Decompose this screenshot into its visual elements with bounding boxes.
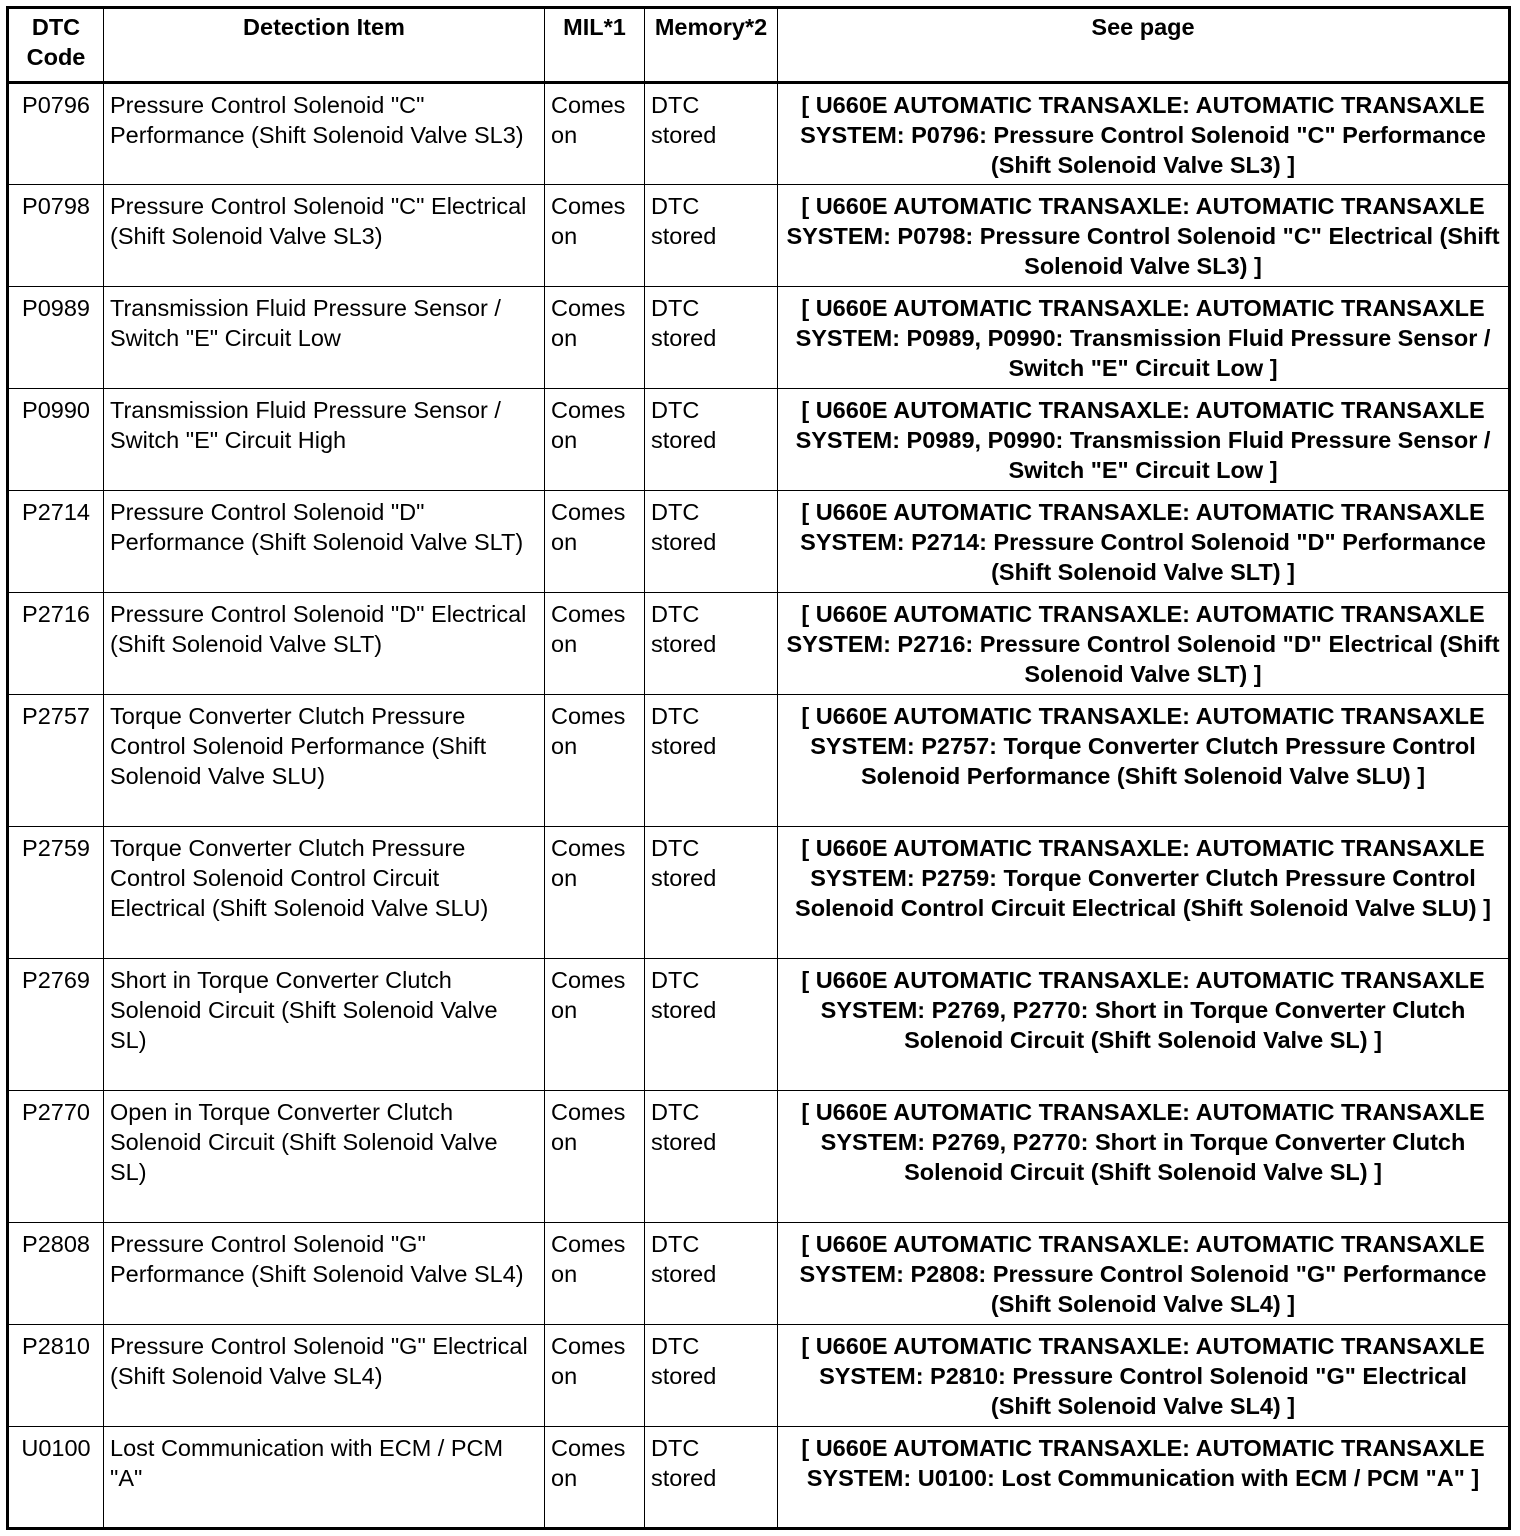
see-page-link[interactable]: [ U660E AUTOMATIC TRANSAXLE: AUTOMATIC TRANSAXLE SYSTEM: P2759: Torque Converter Clutch Pressure Control Solenoid Control Circuit Electrical (Shift Solenoid Valve SLU) ]: [778, 827, 1510, 959]
detection-item: Torque Converter Clutch Pressure Control Solenoid Performance (Shift Solenoid Valve SLU): [104, 695, 545, 827]
detection-item: Pressure Control Solenoid "G" Performance (Shift Solenoid Valve SL4): [104, 1223, 545, 1325]
see-page-link[interactable]: [ U660E AUTOMATIC TRANSAXLE: AUTOMATIC TRANSAXLE SYSTEM: P2757: Torque Converter Clutch Pressure Control Solenoid Performance (Shift Solenoid Valve SLU) ]: [778, 695, 1510, 827]
mil-status: Comes on: [545, 695, 645, 827]
header-row: [8, 8, 1510, 83]
mil-status: Comes on: [545, 389, 645, 491]
table-row: [8, 593, 1510, 695]
table-row: [8, 959, 1510, 1091]
table-row: [8, 491, 1510, 593]
see-page-link[interactable]: [ U660E AUTOMATIC TRANSAXLE: AUTOMATIC TRANSAXLE SYSTEM: P0796: Pressure Control Solenoid "C" Performance (Shift Solenoid Valve SL3) ]: [778, 83, 1510, 185]
see-page-link[interactable]: [ U660E AUTOMATIC TRANSAXLE: AUTOMATIC TRANSAXLE SYSTEM: P2810: Pressure Control Solenoid "G" Electrical (Shift Solenoid Valve SL4) ]: [778, 1325, 1510, 1427]
memory-status: DTC stored: [645, 959, 778, 1091]
detection-item: Torque Converter Clutch Pressure Control Solenoid Control Circuit Electrical (Shift Solenoid Valve SLU): [104, 827, 545, 959]
memory-status: DTC stored: [645, 1091, 778, 1223]
mil-status: Comes on: [545, 959, 645, 1091]
memory-status: DTC stored: [645, 83, 778, 185]
detection-item: Pressure Control Solenoid "C" Electrical (Shift Solenoid Valve SL3): [104, 185, 545, 287]
header-see-page: See page: [778, 8, 1510, 83]
see-page-link[interactable]: [ U660E AUTOMATIC TRANSAXLE: AUTOMATIC TRANSAXLE SYSTEM: P0798: Pressure Control Solenoid "C" Electrical (Shift Solenoid Valve SL3) ]: [778, 185, 1510, 287]
table-row: [8, 695, 1510, 827]
table-row: [8, 287, 1510, 389]
header-mil: MIL*1: [545, 8, 645, 83]
header-detection-item: Detection Item: [104, 8, 545, 83]
dtc-code: P2757: [8, 695, 104, 827]
memory-status: DTC stored: [645, 1325, 778, 1427]
memory-status: DTC stored: [645, 389, 778, 491]
memory-status: DTC stored: [645, 827, 778, 959]
memory-status: DTC stored: [645, 1223, 778, 1325]
memory-status: DTC stored: [645, 593, 778, 695]
dtc-code: P0990: [8, 389, 104, 491]
table-row: [8, 1223, 1510, 1325]
memory-status: DTC stored: [645, 185, 778, 287]
mil-status: Comes on: [545, 83, 645, 185]
see-page-link[interactable]: [ U660E AUTOMATIC TRANSAXLE: AUTOMATIC TRANSAXLE SYSTEM: P0989, P0990: Transmission Fluid Pressure Sensor / Switch "E" Circuit Low ]: [778, 287, 1510, 389]
dtc-code: U0100: [8, 1427, 104, 1529]
table-row: [8, 185, 1510, 287]
see-page-link[interactable]: [ U660E AUTOMATIC TRANSAXLE: AUTOMATIC TRANSAXLE SYSTEM: P2714: Pressure Control Solenoid "D" Performance (Shift Solenoid Valve SLT) ]: [778, 491, 1510, 593]
table-row: [8, 83, 1510, 185]
see-page-link[interactable]: [ U660E AUTOMATIC TRANSAXLE: AUTOMATIC TRANSAXLE SYSTEM: P2716: Pressure Control Solenoid "D" Electrical (Shift Solenoid Valve SLT) ]: [778, 593, 1510, 695]
table-row: [8, 827, 1510, 959]
dtc-code: P0798: [8, 185, 104, 287]
see-page-link[interactable]: [ U660E AUTOMATIC TRANSAXLE: AUTOMATIC TRANSAXLE SYSTEM: P2769, P2770: Short in Torque Converter Clutch Solenoid Circuit (Shift Solenoid Valve SL) ]: [778, 1091, 1510, 1223]
see-page-link[interactable]: [ U660E AUTOMATIC TRANSAXLE: AUTOMATIC TRANSAXLE SYSTEM: P0989, P0990: Transmission Fluid Pressure Sensor / Switch "E" Circuit Low ]: [778, 389, 1510, 491]
dtc-code: P2759: [8, 827, 104, 959]
memory-status: DTC stored: [645, 1427, 778, 1529]
memory-status: DTC stored: [645, 695, 778, 827]
detection-item: Pressure Control Solenoid "D" Electrical (Shift Solenoid Valve SLT): [104, 593, 545, 695]
detection-item: Transmission Fluid Pressure Sensor / Switch "E" Circuit High: [104, 389, 545, 491]
table-row: [8, 389, 1510, 491]
see-page-link[interactable]: [ U660E AUTOMATIC TRANSAXLE: AUTOMATIC TRANSAXLE SYSTEM: U0100: Lost Communication with ECM / PCM "A" ]: [778, 1427, 1510, 1529]
table-row: [8, 1091, 1510, 1223]
dtc-code: P0989: [8, 287, 104, 389]
table-body: [8, 83, 1510, 1529]
memory-status: DTC stored: [645, 287, 778, 389]
mil-status: Comes on: [545, 1427, 645, 1529]
table-row: [8, 1427, 1510, 1529]
dtc-code: P2770: [8, 1091, 104, 1223]
mil-status: Comes on: [545, 1325, 645, 1427]
dtc-code: P0796: [8, 83, 104, 185]
table-row: [8, 1325, 1510, 1427]
mil-status: Comes on: [545, 491, 645, 593]
memory-status: DTC stored: [645, 491, 778, 593]
detection-item: Pressure Control Solenoid "G" Electrical (Shift Solenoid Valve SL4): [104, 1325, 545, 1427]
mil-status: Comes on: [545, 1091, 645, 1223]
dtc-table: [6, 6, 1511, 1530]
dtc-code: P2808: [8, 1223, 104, 1325]
detection-item: Open in Torque Converter Clutch Solenoid Circuit (Shift Solenoid Valve SL): [104, 1091, 545, 1223]
mil-status: Comes on: [545, 827, 645, 959]
detection-item: Transmission Fluid Pressure Sensor / Switch "E" Circuit Low: [104, 287, 545, 389]
table-header: [8, 8, 1510, 83]
detection-item: Pressure Control Solenoid "D" Performance (Shift Solenoid Valve SLT): [104, 491, 545, 593]
dtc-code: P2716: [8, 593, 104, 695]
dtc-code: P2714: [8, 491, 104, 593]
see-page-link[interactable]: [ U660E AUTOMATIC TRANSAXLE: AUTOMATIC TRANSAXLE SYSTEM: P2808: Pressure Control Solenoid "G" Performance (Shift Solenoid Valve SL4) ]: [778, 1223, 1510, 1325]
detection-item: Lost Communication with ECM / PCM "A": [104, 1427, 545, 1529]
dtc-code: P2769: [8, 959, 104, 1091]
detection-item: Pressure Control Solenoid "C" Performance (Shift Solenoid Valve SL3): [104, 83, 545, 185]
see-page-link[interactable]: [ U660E AUTOMATIC TRANSAXLE: AUTOMATIC TRANSAXLE SYSTEM: P2769, P2770: Short in Torque Converter Clutch Solenoid Circuit (Shift Solenoid Valve SL) ]: [778, 959, 1510, 1091]
detection-item: Short in Torque Converter Clutch Solenoid Circuit (Shift Solenoid Valve SL): [104, 959, 545, 1091]
header-dtc-code: DTC Code: [8, 8, 104, 83]
mil-status: Comes on: [545, 593, 645, 695]
header-memory: Memory*2: [645, 8, 778, 83]
mil-status: Comes on: [545, 1223, 645, 1325]
dtc-code: P2810: [8, 1325, 104, 1427]
mil-status: Comes on: [545, 287, 645, 389]
mil-status: Comes on: [545, 185, 645, 287]
